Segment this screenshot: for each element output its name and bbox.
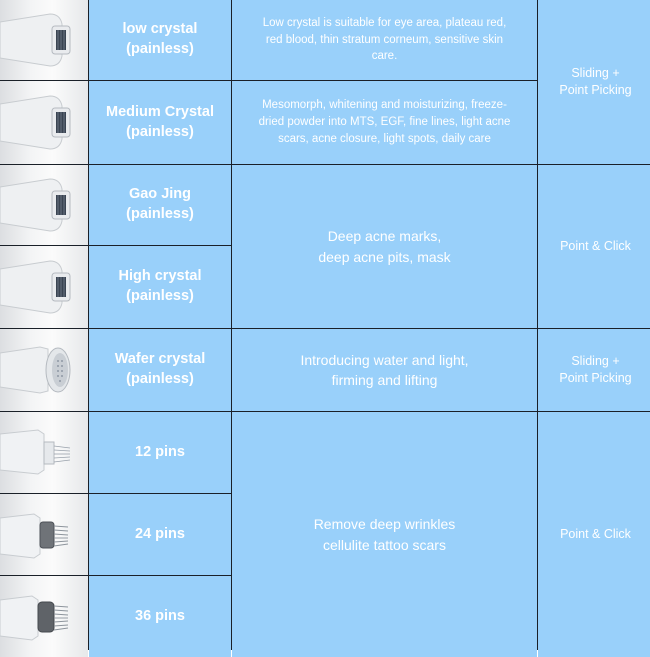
product-name-text: 12 pins xyxy=(135,443,185,460)
product-name xyxy=(89,81,231,164)
product-name-text: 36 pins xyxy=(135,607,185,624)
effect-cell xyxy=(232,81,537,164)
method-cell xyxy=(538,412,650,657)
effect-cell xyxy=(232,329,537,411)
method-text: Sliding + Point Picking xyxy=(559,66,632,97)
method-text: Point & Click xyxy=(560,239,631,254)
method-cell xyxy=(538,0,650,164)
effect-cell xyxy=(232,0,537,80)
effect-text: Mesomorph, whitening and moisturizing, freeze-dried powder into MTS, EGF, fine lines, light acne scars, acne closure, light spots, daily care xyxy=(258,99,511,145)
product-name xyxy=(89,329,231,411)
product-name-text: low crystal (painless) xyxy=(122,21,198,57)
product-name-text: Wafer crystal (painless) xyxy=(114,351,206,387)
effect-text: Low crystal is suitable for eye area, plateau red, red blood, thin stratum corneum, sensitive skin care. xyxy=(262,16,507,63)
product-name xyxy=(89,576,231,657)
round-wafer-cartridge-icon xyxy=(0,329,88,411)
effect-cell xyxy=(232,412,537,657)
product-name-text: 24 pins xyxy=(135,525,185,542)
product-name xyxy=(89,494,231,575)
product-name xyxy=(89,165,231,245)
needle-cartridge-icon xyxy=(0,494,88,575)
effect-cell xyxy=(232,165,537,328)
method-cell xyxy=(538,329,650,411)
product-name-text: Gao Jing (painless) xyxy=(126,186,194,222)
effect-text: Remove deep wrinkles cellulite tattoo scars xyxy=(313,516,456,553)
effect-text: Introducing water and light, firming and lifting xyxy=(300,351,469,388)
needle-cartridge-icon xyxy=(0,576,88,657)
method-cell xyxy=(538,165,650,328)
method-text: Point & Click xyxy=(560,527,631,542)
needle-cartridge-icon xyxy=(0,412,88,493)
square-crystal-cartridge-icon xyxy=(0,165,88,245)
product-name xyxy=(89,412,231,493)
product-name xyxy=(89,0,231,80)
method-text: Sliding + Point Picking xyxy=(559,354,632,385)
product-name-text: Medium Crystal (painless) xyxy=(106,103,214,140)
product-name-text: High crystal (painless) xyxy=(118,268,202,304)
square-crystal-cartridge-icon xyxy=(0,246,88,328)
square-crystal-cartridge-icon xyxy=(0,81,88,164)
product-name xyxy=(89,246,231,328)
square-crystal-cartridge-icon xyxy=(0,0,88,80)
effect-text: Deep acne marks, deep acne pits, mask xyxy=(318,228,451,265)
